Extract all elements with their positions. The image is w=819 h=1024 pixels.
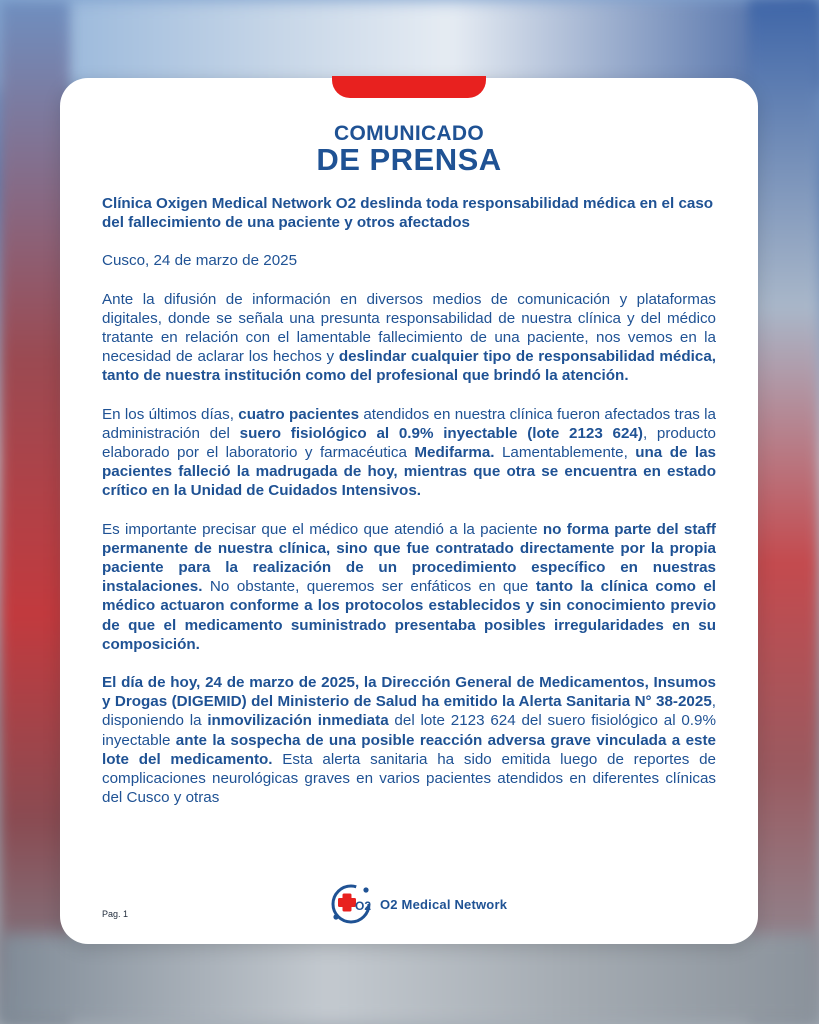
logo-text: O2 Medical Network — [380, 896, 508, 912]
p2-text-a: En los últimos días, — [102, 405, 239, 423]
paragraph-1 — [102, 290, 716, 386]
body-content — [102, 194, 716, 807]
press-release-card — [60, 78, 758, 944]
p4-bold-e: ante la sospecha de una posible reacción adversa grave vinculada a este lote del medicamento. — [102, 731, 716, 768]
p2-text-e: , producto elaborado por el laboratorio y farmacéutica — [102, 424, 716, 462]
paragraph-4 — [102, 673, 716, 807]
o2-cross-logo-icon — [328, 881, 374, 927]
p2-text-g: Lamentablemente, — [494, 444, 636, 462]
background-blur-right — [749, 0, 819, 1024]
p3-text-c: No obstante, queremos ser enfáticos en que — [202, 578, 536, 596]
headline: Clínica Oxigen Medical Network O2 deslinda toda responsabilidad médica en el caso del fallecimiento de una paciente y otros afectados — [102, 195, 714, 232]
paragraph-2 — [102, 405, 716, 501]
p2-text-c: atendidos en nuestra clínica fueron afectados tras la administración del — [102, 405, 717, 442]
p3-bold-d: tanto la clínica como el médico actuaron conforme a los protocolos establecidos y sin conocimiento previo de que el medicamento suministrado presentaba posibles irregularidades en su composición. — [102, 578, 717, 653]
paragraph-3 — [102, 520, 716, 654]
p4-bold-a: El día de hoy, 24 de marzo de 2025, la Dirección General de Medicamentos, Insumos y Drogas (DIGEMID) del Ministerio de Salud ha emitido la Alerta Sanitaria N° 38-2025 — [102, 674, 716, 711]
p4-text-f: Esta alerta sanitaria ha sido emitida luego de reportes de complicaciones neurológicas graves en varios pacientes atendidos en diferentes clínicas del Cusco y otras — [102, 750, 716, 807]
p4-text-d: del lote 2123 624 del suero fisiológico al 0.9% inyectable — [102, 712, 716, 749]
p3-text-a: Es importante precisar que el médico que atendió a la paciente — [102, 520, 543, 538]
p2-bold-f: Medifarma. — [414, 444, 495, 462]
p2-bold-b: cuatro pacientes — [238, 405, 360, 423]
page-number: Pag. 1 — [102, 909, 129, 919]
logo-mark-text: O2 — [355, 899, 372, 913]
p4-bold-c: inmovilización inmediata — [207, 712, 389, 730]
p2-bold-h: una de las pacientes falleció la madrugada de hoy, mientras que otra se encuentra en estado crítico en la Unidad de Cuidados Intensivos. — [102, 444, 716, 500]
p1-text: Ante la difusión de información en diversos medios de comunicación y plataformas digitales, donde se señala una presunta responsabilidad de nuestra clínica y del médico tratante en relación con el lamentable fallecimiento de una paciente, nos vemos en la necesidad de aclarar los hechos y — [102, 290, 716, 366]
background-blur-bottom — [0, 934, 819, 1024]
dateline: Cusco, 24 de marzo de 2025 — [102, 252, 298, 270]
p1-bold: deslindar cualquier tipo de responsabilidad médica, tanto de nuestra institución como del profesional que brindó la atención. — [102, 348, 716, 385]
red-top-tab — [332, 76, 486, 98]
title-line-2: DE PRENSA — [316, 142, 502, 177]
title-line-1: COMUNICADO — [334, 122, 484, 145]
p2-bold-d: suero fisiológico al 0.9% inyectable (lote 2123 624) — [239, 424, 643, 442]
p3-bold-b: no forma parte del staff permanente de nuestra clínica, sino que fue contratado directamente por la propia paciente para la realización de un procedimiento específico en nuestras instalaciones. — [102, 520, 716, 596]
p4-text-b: , disponiendo la — [102, 693, 716, 730]
brand-logo — [328, 880, 507, 928]
